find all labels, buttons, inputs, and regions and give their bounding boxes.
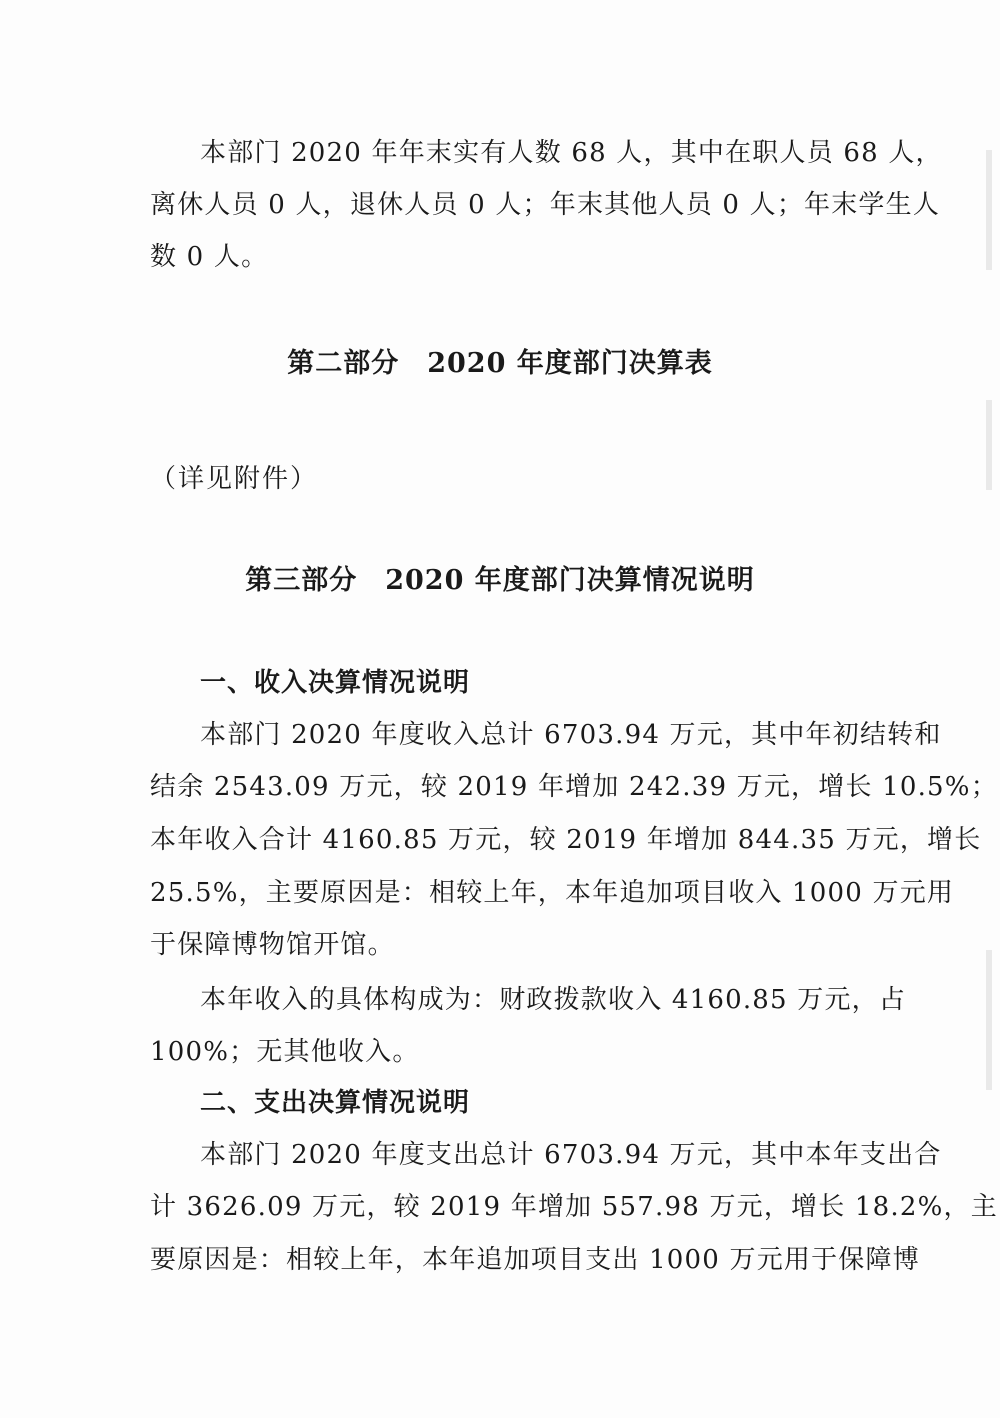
income-heading: 一、收入决算情况说明 [200, 668, 471, 698]
scan-mark [986, 400, 992, 490]
income-para1-line: 25.5%，主要原因是：相较上年，本年追加项目收入 1000 万元用 [150, 878, 955, 908]
scan-mark [986, 150, 992, 270]
personnel-line: 数 0 人。 [150, 242, 269, 272]
scan-mark [986, 950, 992, 1090]
expense-para1-line: 要原因是：相较上年，本年追加项目支出 1000 万元用于保障博 [150, 1245, 920, 1275]
part2-title: 第二部分 2020 年度部门决算表 [287, 348, 713, 379]
personnel-line: 本部门 2020 年年末实有人数 68 人，其中在职人员 68 人， [200, 138, 943, 168]
income-para1-line: 本年收入合计 4160.85 万元，较 2019 年增加 844.35 万元，增长 [150, 825, 982, 855]
expense-heading: 二、支出决算情况说明 [200, 1088, 471, 1118]
income-para2-line: 100%；无其他收入。 [150, 1037, 420, 1067]
income-para2-line: 本年收入的具体构成为：财政拨款收入 4160.85 万元，占 [200, 985, 907, 1015]
expense-para1-line: 本部门 2020 年度支出总计 6703.94 万元，其中本年支出合 [200, 1140, 942, 1170]
income-para1-line: 于保障博物馆开馆。 [150, 930, 395, 960]
personnel-line: 离休人员 0 人，退休人员 0 人；年末其他人员 0 人；年末学生人 [150, 190, 941, 220]
expense-para1-line: 计 3626.09 万元，较 2019 年增加 557.98 万元，增长 18.2%，主 [150, 1192, 998, 1222]
part2-note: （详见附件） [150, 464, 319, 494]
part3-title: 第三部分 2020 年度部门决算情况说明 [245, 565, 755, 596]
income-para1-line: 结余 2543.09 万元，较 2019 年增加 242.39 万元，增长 10.5%； [150, 772, 998, 802]
income-para1-line: 本部门 2020 年度收入总计 6703.94 万元，其中年初结转和 [200, 720, 942, 750]
